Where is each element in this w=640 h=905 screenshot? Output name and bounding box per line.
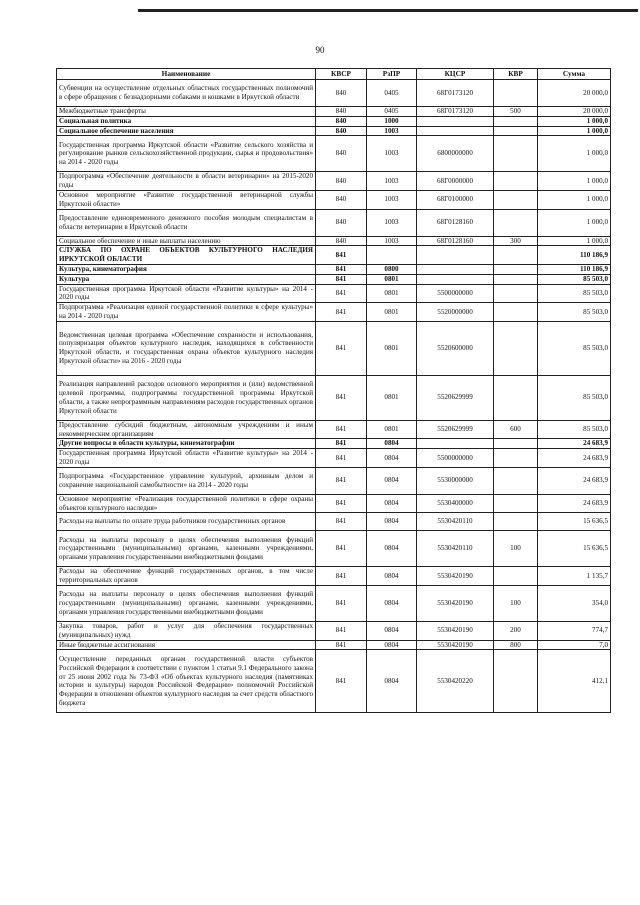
- cell-kvr: [494, 274, 538, 284]
- cell-name: Ведомственная целевая программа «Обеспечение сохранности и использования, популяризация объектов культурного наследия, находящихся в собственности Иркутской области, и государственная охрана объектов культурного наследия Иркутской области» на 2016 - 2020 годы: [57, 321, 316, 375]
- cell-kvsr: 841: [316, 449, 367, 468]
- table-row: [57, 264, 611, 274]
- cell-name: Субвенции на осуществление отдельных областных государственных полномочий в сфере обращения с безнадзорными собаками и кошками в Иркутской области: [57, 80, 316, 107]
- cell-kcsr: 68Г0173120: [417, 80, 494, 107]
- cell-kvsr: 841: [316, 467, 367, 494]
- page-number: 90: [315, 45, 325, 55]
- cell-kcsr: [417, 439, 494, 449]
- table-row: [57, 494, 611, 513]
- cell-name: Социальная политика: [57, 116, 316, 126]
- cell-sum: 1 000,0: [538, 236, 611, 246]
- cell-kcsr: [417, 116, 494, 126]
- cell-kvsr: 841: [316, 375, 367, 420]
- cell-name: Другие вопросы в области культуры, кинематографии: [57, 439, 316, 449]
- cell-sum: 1 000,0: [538, 209, 611, 236]
- cell-rzpr: 0804: [367, 567, 417, 586]
- cell-kvr: [494, 190, 538, 209]
- cell-name: Подпрограмма «Обеспечение деятельности в области ветеринарии» на 2015-2020 годы: [57, 172, 316, 191]
- cell-sum: 85 503,0: [538, 420, 611, 439]
- cell-kvr: [494, 246, 538, 265]
- cell-sum: 20 000,0: [538, 80, 611, 107]
- cell-name: Межбюджетные трансферты: [57, 107, 316, 117]
- cell-rzpr: 0804: [367, 650, 417, 713]
- table-row: [57, 116, 611, 126]
- cell-kvr: [494, 375, 538, 420]
- cell-rzpr: 0801: [367, 375, 417, 420]
- cell-kvsr: 841: [316, 303, 367, 322]
- cell-name: Государственная программа Иркутской области «Развитие культуры» на 2014 - 2020 годы: [57, 284, 316, 303]
- cell-kvsr: 841: [316, 439, 367, 449]
- cell-kvsr: 840: [316, 190, 367, 209]
- cell-sum: 85 503,0: [538, 375, 611, 420]
- table-row: [57, 303, 611, 322]
- cell-kcsr: [417, 126, 494, 136]
- cell-sum: 24 683,9: [538, 439, 611, 449]
- table-row: [57, 190, 611, 209]
- budget-table: [56, 68, 611, 713]
- cell-kcsr: 6800000000: [417, 136, 494, 172]
- cell-kvsr: 840: [316, 136, 367, 172]
- cell-kvr: [494, 303, 538, 322]
- cell-kvsr: 841: [316, 513, 367, 531]
- cell-name: Осуществление переданных органам государственной власти субъектов Российской Федерации в соответствии с пунктом 1 статьи 9.1 Федерального закона от 25 июня 2002 года № 73-ФЗ «Об объектах культурного наследия (памятниках истории и культуры) народов Российской Федерации» полномочий Российской Федерации в отношении объектов культурного наследия за счет средств областного бюджета: [57, 650, 316, 713]
- cell-kcsr: 68Г0128160: [417, 209, 494, 236]
- cell-kcsr: 5520629999: [417, 375, 494, 420]
- table-row: [57, 467, 611, 494]
- table-row: [57, 209, 611, 236]
- header-name: Наименование: [57, 69, 316, 80]
- cell-kcsr: 5520629999: [417, 420, 494, 439]
- cell-sum: 412,1: [538, 650, 611, 713]
- cell-kvr: [494, 116, 538, 126]
- cell-rzpr: 0801: [367, 303, 417, 322]
- header-kvsr: КВСР: [316, 69, 367, 80]
- cell-kvr: [494, 439, 538, 449]
- table-row: [57, 126, 611, 136]
- cell-sum: 15 636,5: [538, 531, 611, 567]
- cell-kvsr: 840: [316, 107, 367, 117]
- cell-name: Социальное обеспечение населения: [57, 126, 316, 136]
- cell-name: Социальное обеспечение и иные выплаты населению: [57, 236, 316, 246]
- cell-sum: 85 503,0: [538, 321, 611, 375]
- cell-name: Расходы на выплаты персоналу в целях обеспечения выполнения функций государственными (муниципальными) органами, казенными учреждениями, органами управления государственными внебюджетными фондами: [57, 585, 316, 621]
- cell-kcsr: 5530420190: [417, 640, 494, 650]
- cell-rzpr: 0800: [367, 264, 417, 274]
- cell-kvr: 800: [494, 640, 538, 650]
- table-row: [57, 284, 611, 303]
- cell-kvr: [494, 650, 538, 713]
- table-header-row: [57, 69, 611, 80]
- cell-kcsr: 5530420190: [417, 567, 494, 586]
- cell-kcsr: [417, 274, 494, 284]
- cell-kvsr: 840: [316, 209, 367, 236]
- cell-kvsr: 841: [316, 321, 367, 375]
- table-row: [57, 420, 611, 439]
- cell-rzpr: 0801: [367, 420, 417, 439]
- cell-kvsr: 841: [316, 621, 367, 640]
- cell-name: Культура: [57, 274, 316, 284]
- cell-sum: 7,0: [538, 640, 611, 650]
- cell-sum: 1 000,0: [538, 116, 611, 126]
- cell-name: Государственная программа Иркутской области «Развитие сельского хозяйства и регулирование рынков сельскохозяйственной продукции, сырья и продовольствия» на 2014 - 2020 годы: [57, 136, 316, 172]
- cell-kvsr: 841: [316, 494, 367, 513]
- table-row: [57, 274, 611, 284]
- cell-name: Подпрограмма «Реализация единой государственной политики в сфере культуры» на 2014 - 2020 годы: [57, 303, 316, 322]
- cell-sum: 354,0: [538, 585, 611, 621]
- table-row: [57, 650, 611, 713]
- cell-sum: 1 000,0: [538, 190, 611, 209]
- cell-sum: 24 683,9: [538, 449, 611, 468]
- table-row: [57, 172, 611, 191]
- cell-kcsr: 5530420190: [417, 621, 494, 640]
- cell-rzpr: 1003: [367, 190, 417, 209]
- cell-name: Реализация направлений расходов основного мероприятия и (или) ведомственной целевой программы, подпрограммы государственной программы Иркутской области, а также непрограммным направлениям расходов государственных органов Иркутской области: [57, 375, 316, 420]
- cell-rzpr: 1003: [367, 126, 417, 136]
- cell-kcsr: 5520000000: [417, 303, 494, 322]
- cell-kvsr: 841: [316, 420, 367, 439]
- cell-kvsr: 841: [316, 246, 367, 265]
- table-row: [57, 585, 611, 621]
- table-row: [57, 567, 611, 586]
- cell-sum: 24 683,9: [538, 467, 611, 494]
- cell-rzpr: 0804: [367, 621, 417, 640]
- cell-kcsr: 5500000000: [417, 449, 494, 468]
- cell-rzpr: 1003: [367, 172, 417, 191]
- cell-kvr: 600: [494, 420, 538, 439]
- cell-name: Закупка товаров, работ и услуг для обеспечения государственных (муниципальных) нужд: [57, 621, 316, 640]
- cell-sum: 774,7: [538, 621, 611, 640]
- cell-kvsr: 841: [316, 585, 367, 621]
- cell-sum: 110 186,9: [538, 246, 611, 265]
- cell-rzpr: 1003: [367, 209, 417, 236]
- cell-rzpr: 0801: [367, 284, 417, 303]
- header-kvr: КВР: [494, 69, 538, 80]
- table-row: [57, 236, 611, 246]
- cell-kvr: [494, 513, 538, 531]
- cell-kcsr: 5530400000: [417, 494, 494, 513]
- cell-rzpr: [367, 246, 417, 265]
- top-border-line: [138, 9, 638, 12]
- cell-kvr: [494, 209, 538, 236]
- cell-kcsr: 5530420190: [417, 585, 494, 621]
- cell-name: Основное мероприятие «Развитие государственной ветеринарной службы Иркутской области»: [57, 190, 316, 209]
- table-row: [57, 136, 611, 172]
- cell-sum: 85 503,0: [538, 303, 611, 322]
- cell-rzpr: 0804: [367, 439, 417, 449]
- cell-kvr: 300: [494, 236, 538, 246]
- table-row: [57, 449, 611, 468]
- cell-sum: 110 186,9: [538, 264, 611, 274]
- cell-kvr: [494, 284, 538, 303]
- cell-rzpr: 0804: [367, 467, 417, 494]
- table-row: [57, 531, 611, 567]
- table-row: [57, 107, 611, 117]
- cell-rzpr: 0804: [367, 494, 417, 513]
- cell-sum: 85 503,0: [538, 284, 611, 303]
- cell-name: Предоставление субсидий бюджетным, автономным учреждениям и иным некоммерческим организациям: [57, 420, 316, 439]
- header-sum: Сумма: [538, 69, 611, 80]
- cell-kvsr: 840: [316, 236, 367, 246]
- cell-kvsr: 840: [316, 80, 367, 107]
- cell-sum: 85 503,0: [538, 274, 611, 284]
- cell-sum: 1 135,7: [538, 567, 611, 586]
- cell-name: Государственная программа Иркутской области «Развитие культуры» на 2014 - 2020 годы: [57, 449, 316, 468]
- cell-kvr: 100: [494, 531, 538, 567]
- cell-kcsr: 5530420220: [417, 650, 494, 713]
- cell-rzpr: 1003: [367, 236, 417, 246]
- cell-name: Культура, кинематография: [57, 264, 316, 274]
- cell-sum: 15 636,5: [538, 513, 611, 531]
- header-rzpr: РзПР: [367, 69, 417, 80]
- cell-name: Предоставление единовременного денежного пособия молодым специалистам в области ветеринарии в Иркутской области: [57, 209, 316, 236]
- cell-kcsr: 5500000000: [417, 284, 494, 303]
- cell-kcsr: 5530000000: [417, 467, 494, 494]
- cell-kvr: 200: [494, 621, 538, 640]
- header-kcsr: КЦСР: [417, 69, 494, 80]
- cell-kvr: [494, 80, 538, 107]
- cell-kcsr: [417, 246, 494, 265]
- cell-name: Расходы на выплаты персоналу в целях обеспечения выполнения функций государственными (муниципальными) органами, казенными учреждениями, органами управления государственными внебюджетными фондами: [57, 531, 316, 567]
- cell-name: Подпрограмма «Государственное управление культурой, архивным делом и сохранение национальной самобытности» на 2014 - 2020 годы: [57, 467, 316, 494]
- cell-kvr: [494, 126, 538, 136]
- cell-kcsr: 68Г0100000: [417, 190, 494, 209]
- cell-kvsr: 840: [316, 172, 367, 191]
- cell-kvr: [494, 172, 538, 191]
- cell-name: СЛУЖБА ПО ОХРАНЕ ОБЪЕКТОВ КУЛЬТУРНОГО НАСЛЕДИЯ ИРКУТСКОЙ ОБЛАСТИ: [57, 246, 316, 265]
- cell-kcsr: 5520600000: [417, 321, 494, 375]
- cell-kvr: [494, 136, 538, 172]
- table-row: [57, 513, 611, 531]
- cell-kvsr: 841: [316, 640, 367, 650]
- cell-kvr: 500: [494, 107, 538, 117]
- table-row: [57, 439, 611, 449]
- cell-kvr: [494, 449, 538, 468]
- cell-kvsr: 841: [316, 650, 367, 713]
- cell-rzpr: 1003: [367, 136, 417, 172]
- cell-kvr: [494, 494, 538, 513]
- table-row: [57, 640, 611, 650]
- cell-kcsr: 68Г0128160: [417, 236, 494, 246]
- cell-kvr: [494, 567, 538, 586]
- cell-sum: 1 000,0: [538, 172, 611, 191]
- cell-rzpr: 0801: [367, 274, 417, 284]
- cell-name: Расходы на обеспечение функций государственных органов, в том числе территориальных органов: [57, 567, 316, 586]
- cell-sum: 20 000,0: [538, 107, 611, 117]
- table-row: [57, 621, 611, 640]
- cell-kcsr: 68Г0000000: [417, 172, 494, 191]
- cell-kcsr: 5530420110: [417, 531, 494, 567]
- cell-rzpr: 0804: [367, 585, 417, 621]
- table-row: [57, 321, 611, 375]
- cell-kvsr: 841: [316, 264, 367, 274]
- cell-name: Иные бюджетные ассигнования: [57, 640, 316, 650]
- cell-rzpr: 1000: [367, 116, 417, 126]
- cell-rzpr: 0804: [367, 531, 417, 567]
- cell-kvr: [494, 321, 538, 375]
- cell-rzpr: 0804: [367, 513, 417, 531]
- cell-kvsr: 841: [316, 274, 367, 284]
- table-row: [57, 375, 611, 420]
- cell-kvr: 100: [494, 585, 538, 621]
- cell-kvsr: 841: [316, 284, 367, 303]
- cell-kcsr: 5530420110: [417, 513, 494, 531]
- cell-kvr: [494, 467, 538, 494]
- cell-kvsr: 841: [316, 531, 367, 567]
- table-row: [57, 80, 611, 107]
- cell-sum: 1 000,0: [538, 126, 611, 136]
- cell-kvsr: 840: [316, 116, 367, 126]
- cell-kvsr: 841: [316, 567, 367, 586]
- cell-kcsr: 68Г0173120: [417, 107, 494, 117]
- cell-rzpr: 0804: [367, 449, 417, 468]
- cell-sum: 1 000,0: [538, 136, 611, 172]
- cell-kvr: [494, 264, 538, 274]
- cell-rzpr: 0405: [367, 80, 417, 107]
- cell-name: Основное мероприятие «Реализация государственной политики в сфере охраны объектов культурного наследия»: [57, 494, 316, 513]
- table-row: [57, 246, 611, 265]
- cell-kvsr: 840: [316, 126, 367, 136]
- cell-kcsr: [417, 264, 494, 274]
- cell-name: Расходы на выплаты по оплате труда работников государственных органов: [57, 513, 316, 531]
- cell-rzpr: 0801: [367, 321, 417, 375]
- cell-rzpr: 0405: [367, 107, 417, 117]
- cell-rzpr: 0804: [367, 640, 417, 650]
- cell-sum: 24 683,9: [538, 494, 611, 513]
